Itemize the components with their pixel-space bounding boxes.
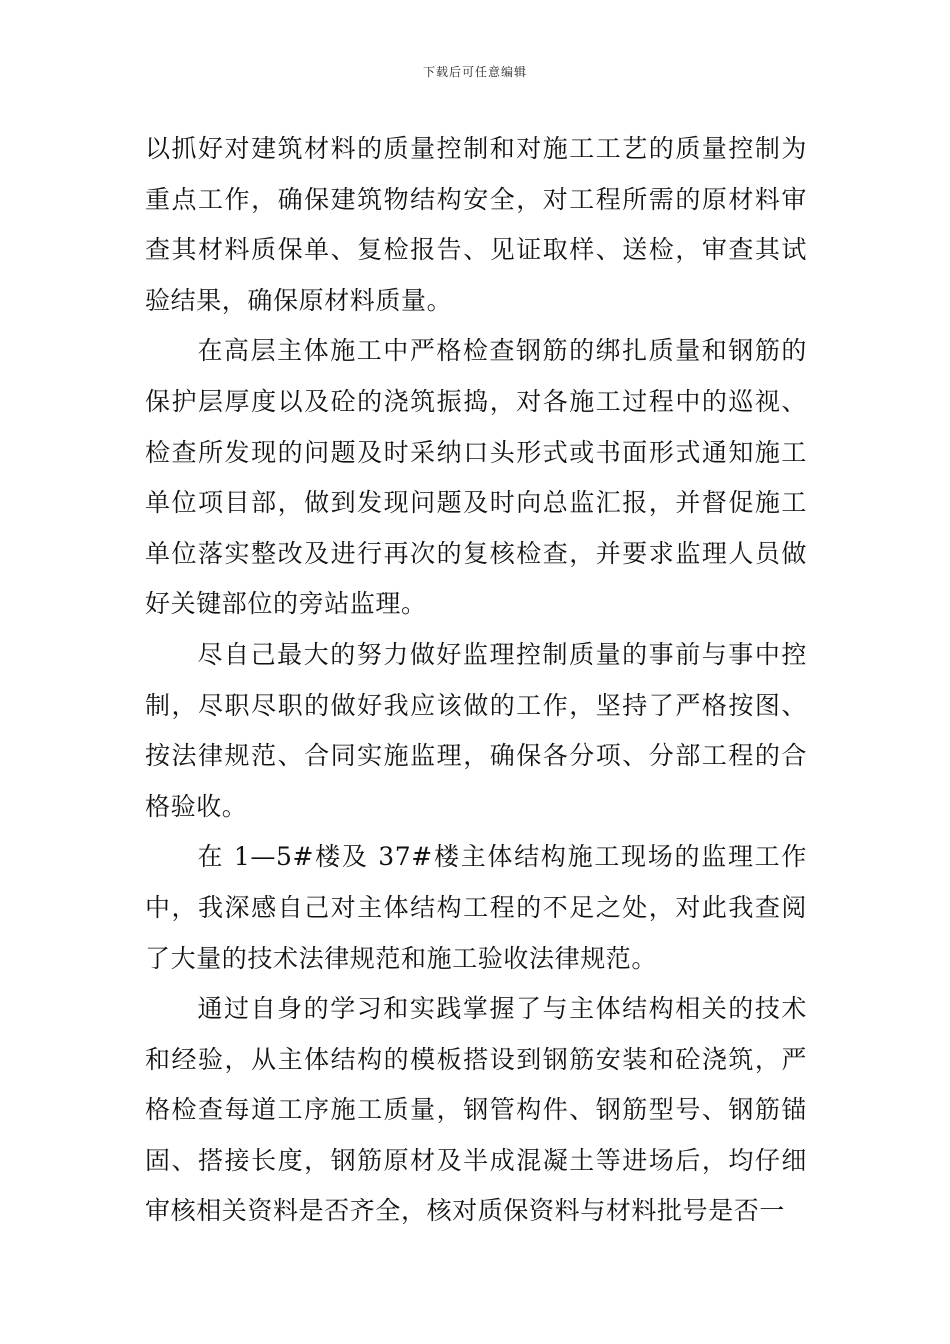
paragraph-building-supervision: 在 1—5#楼及 37#楼主体结构施工现场的监理工作中，我深感自己对主体结构工程的不足之处，对此我查阅了大量的技术法律规范和施工验收法律规范。 [145,842,807,973]
paragraph-learning-practice: 通过自身的学习和实践掌握了与主体结构相关的技术和经验，从主体结构的模板搭设到钢筋安装和砼浇筑，严格检查每道工序施工质量，钢管构件、钢筋型号、钢筋锚固、搭接长度，钢筋原材及半成混凝土等进场后，均仔细审核相关资料是否齐全，核对质保资料与材料批号是否一 [145,994,807,1226]
paragraph-quality-control-effort: 尽自己最大的努力做好监理控制质量的事前与事中控制，尽职尽职的做好我应该做的工作，坚持了严格按图、按法律规范、合同实施监理，确保各分项、分部工程的合格验收。 [145,639,807,821]
paragraph-material-quality: 以抓好对建筑材料的质量控制和对施工工艺的质量控制为重点工作，确保建筑物结构安全，对工程所需的原材料审查其材料质保单、复检报告、见证取样、送检，审查其试验结果，确保原材料质量。 [145,134,807,315]
page-header-note: 下载后可任意编辑 [422,65,527,79]
paragraph-rebar-inspection: 在高层主体施工中严格检查钢筋的绑扎质量和钢筋的保护层厚度以及砼的浇筑振捣，对各施工过程中的巡视、检查所发现的问题及时采纳口头形式或书面形式通知施工单位项目部，做到发现问题及时向总监汇报，并督促施工单位落实整改及进行再次的复核检查，并要求监理人员做好关键部位的旁站监理。 [145,336,807,619]
document-body [145,124,807,1237]
